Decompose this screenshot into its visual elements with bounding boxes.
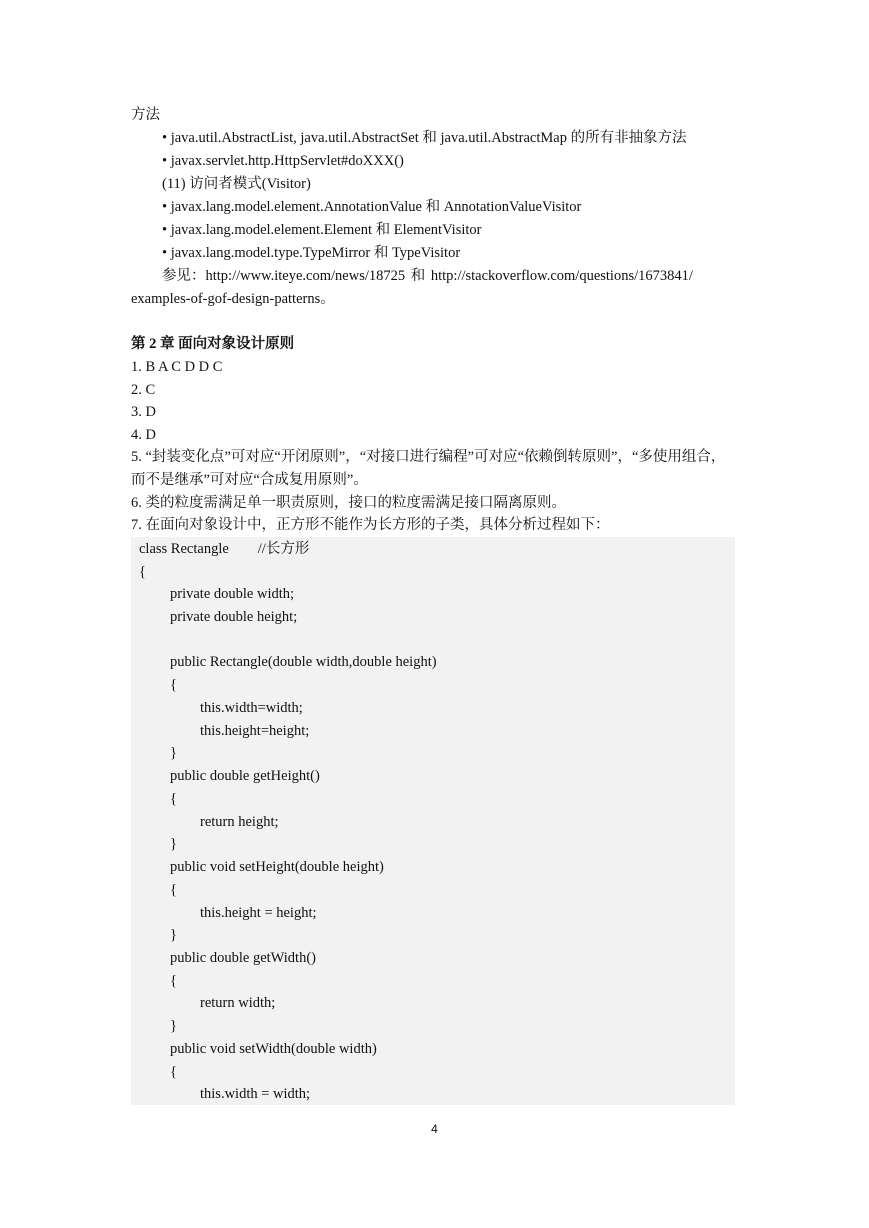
code-line: } — [170, 1018, 177, 1034]
code-line: class Rectangle //长方形 — [139, 541, 310, 557]
code-line: { — [170, 791, 177, 807]
code-line: { — [170, 677, 177, 693]
code-line: } — [170, 745, 177, 761]
code-line: private double height; — [170, 609, 298, 625]
code-line: public void setHeight(double height) — [170, 859, 384, 875]
code-line: this.height=height; — [200, 723, 310, 739]
page-number: 4 — [431, 1122, 438, 1136]
chapter-heading: 第 2 章 面向对象设计原则 — [131, 336, 295, 352]
code-line: this.height = height; — [200, 905, 317, 921]
answer-line: 2. C — [131, 382, 156, 398]
answer-6-line: 6. 类的粒度需满足单一职责原则，接口的粒度需满足接口隔离原则。 — [131, 495, 566, 511]
see-also-line-continued: examples-of-gof-design-patterns。 — [131, 291, 335, 307]
code-line: { — [170, 1064, 177, 1080]
code-line: } — [170, 927, 177, 943]
section-item: (11) 访问者模式(Visitor) — [162, 176, 311, 192]
code-line: { — [139, 564, 146, 580]
code-line: public double getWidth() — [170, 950, 316, 966]
answer-5-line-continued: 而不是继承”可对应“合成复用原则”。 — [131, 472, 368, 488]
code-line: this.width = width; — [200, 1086, 311, 1102]
answer-line: 3. D — [131, 404, 156, 420]
code-line: { — [170, 882, 177, 898]
code-line: { — [170, 973, 177, 989]
code-line: this.width=width; — [200, 700, 303, 716]
code-line: private double width; — [170, 586, 295, 602]
bullet-item: • javax.servlet.http.HttpServlet#doXXX() — [162, 153, 404, 169]
code-line: public void setWidth(double width) — [170, 1041, 377, 1057]
bullet-item: • javax.lang.model.element.AnnotationValue 和 AnnotationValueVisitor — [162, 199, 582, 215]
code-block — [131, 537, 735, 1105]
code-line: return height; — [200, 814, 279, 830]
answer-line: 4. D — [131, 427, 156, 443]
bullet-item: • javax.lang.model.type.TypeMirror 和 TypeVisitor — [162, 245, 461, 261]
bullet-item: • java.util.AbstractList, java.util.AbstractSet 和 java.util.AbstractMap 的所有非抽象方法 — [162, 130, 687, 146]
bullet-item: • javax.lang.model.element.Element 和 ElementVisitor — [162, 222, 482, 238]
answer-7-line: 7. 在面向对象设计中，正方形不能作为长方形的子类，具体分析过程如下： — [131, 517, 610, 533]
text-line: 方法 — [131, 107, 160, 123]
answer-5-line: 5. “封装变化点”可对应“开闭原则”，“对接口进行编程”可对应“依赖倒转原则”，“多使用组合， — [131, 449, 726, 465]
code-line: public Rectangle(double width,double height) — [170, 654, 437, 670]
code-line: } — [170, 836, 177, 852]
see-also-line: 参见：http://www.iteye.com/news/18725 和 http://stackoverflow.com/questions/1673841/ — [162, 268, 693, 284]
code-line: return width; — [200, 995, 276, 1011]
code-line: public double getHeight() — [170, 768, 320, 784]
answer-line: 1. B A C D D C — [131, 359, 223, 375]
